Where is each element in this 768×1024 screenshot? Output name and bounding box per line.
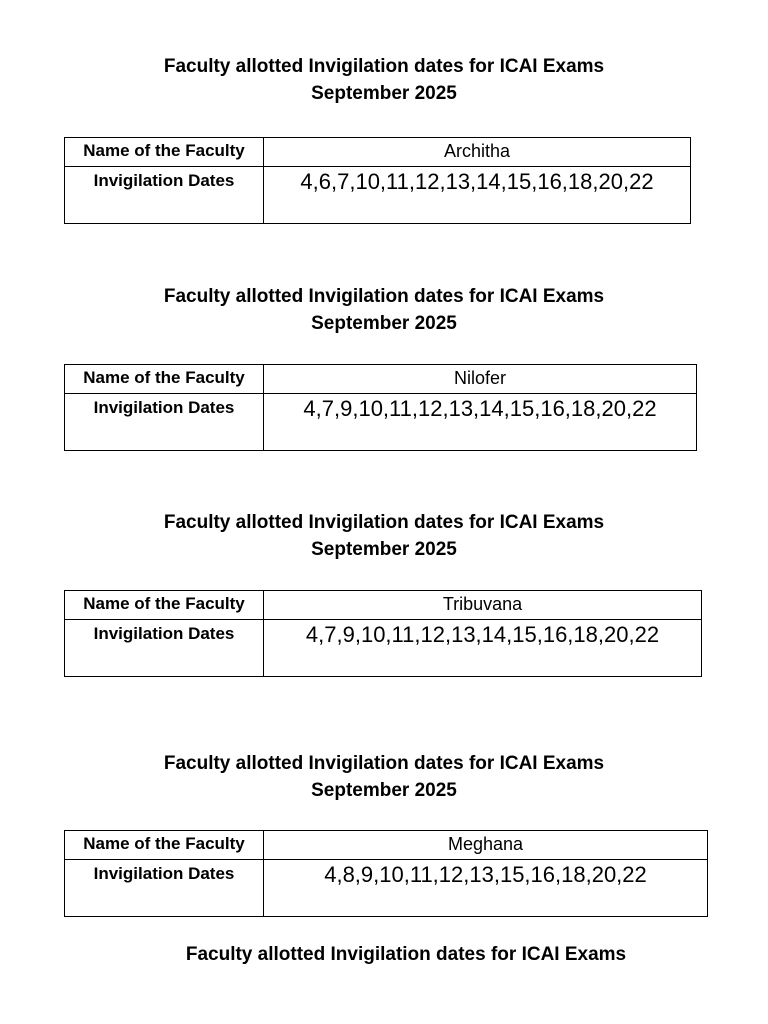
section-heading	[0, 750, 768, 804]
faculty-table	[64, 590, 702, 677]
faculty-name-row	[65, 138, 691, 167]
heading-title: Faculty allotted Invigilation dates for ICAI Exams	[185, 944, 627, 965]
dates-label: Invigilation Dates	[65, 860, 264, 917]
faculty-name: Tribuvana	[264, 591, 702, 620]
heading-month: September 2025	[311, 780, 457, 801]
heading-title: Faculty allotted Invigilation dates for ICAI Exams	[163, 512, 605, 533]
faculty-name-row	[65, 365, 697, 394]
section-heading	[22, 941, 768, 968]
invigilation-dates: 4,8,9,10,11,12,13,15,16,18,20,22	[264, 860, 708, 917]
invigilation-dates-row	[65, 394, 697, 451]
faculty-table	[64, 830, 708, 917]
invigilation-dates: 4,7,9,10,11,12,13,14,15,16,18,20,22	[264, 620, 702, 677]
invigilation-dates-row	[65, 860, 708, 917]
heading-month: September 2025	[311, 83, 457, 104]
invigilation-dates: 4,6,7,10,11,12,13,14,15,16,18,20,22	[264, 167, 691, 224]
faculty-name: Nilofer	[264, 365, 697, 394]
name-label: Name of the Faculty	[65, 831, 264, 860]
section-heading	[0, 53, 768, 107]
dates-label: Invigilation Dates	[65, 394, 264, 451]
invigilation-dates-row	[65, 620, 702, 677]
faculty-name: Meghana	[264, 831, 708, 860]
heading-title: Faculty allotted Invigilation dates for ICAI Exams	[163, 753, 605, 774]
faculty-table	[64, 137, 691, 224]
dates-label: Invigilation Dates	[65, 167, 264, 224]
name-label: Name of the Faculty	[65, 138, 264, 167]
faculty-name-row	[65, 591, 702, 620]
heading-month: September 2025	[311, 313, 457, 334]
invigilation-dates: 4,7,9,10,11,12,13,14,15,16,18,20,22	[264, 394, 697, 451]
heading-title: Faculty allotted Invigilation dates for ICAI Exams	[163, 56, 605, 77]
heading-month: September 2025	[311, 539, 457, 560]
section-heading	[0, 509, 768, 563]
invigilation-dates-row	[65, 167, 691, 224]
faculty-name: Architha	[264, 138, 691, 167]
dates-label: Invigilation Dates	[65, 620, 264, 677]
faculty-name-row	[65, 831, 708, 860]
name-label: Name of the Faculty	[65, 365, 264, 394]
faculty-table	[64, 364, 697, 451]
section-heading	[0, 283, 768, 337]
heading-title: Faculty allotted Invigilation dates for ICAI Exams	[163, 286, 605, 307]
name-label: Name of the Faculty	[65, 591, 264, 620]
